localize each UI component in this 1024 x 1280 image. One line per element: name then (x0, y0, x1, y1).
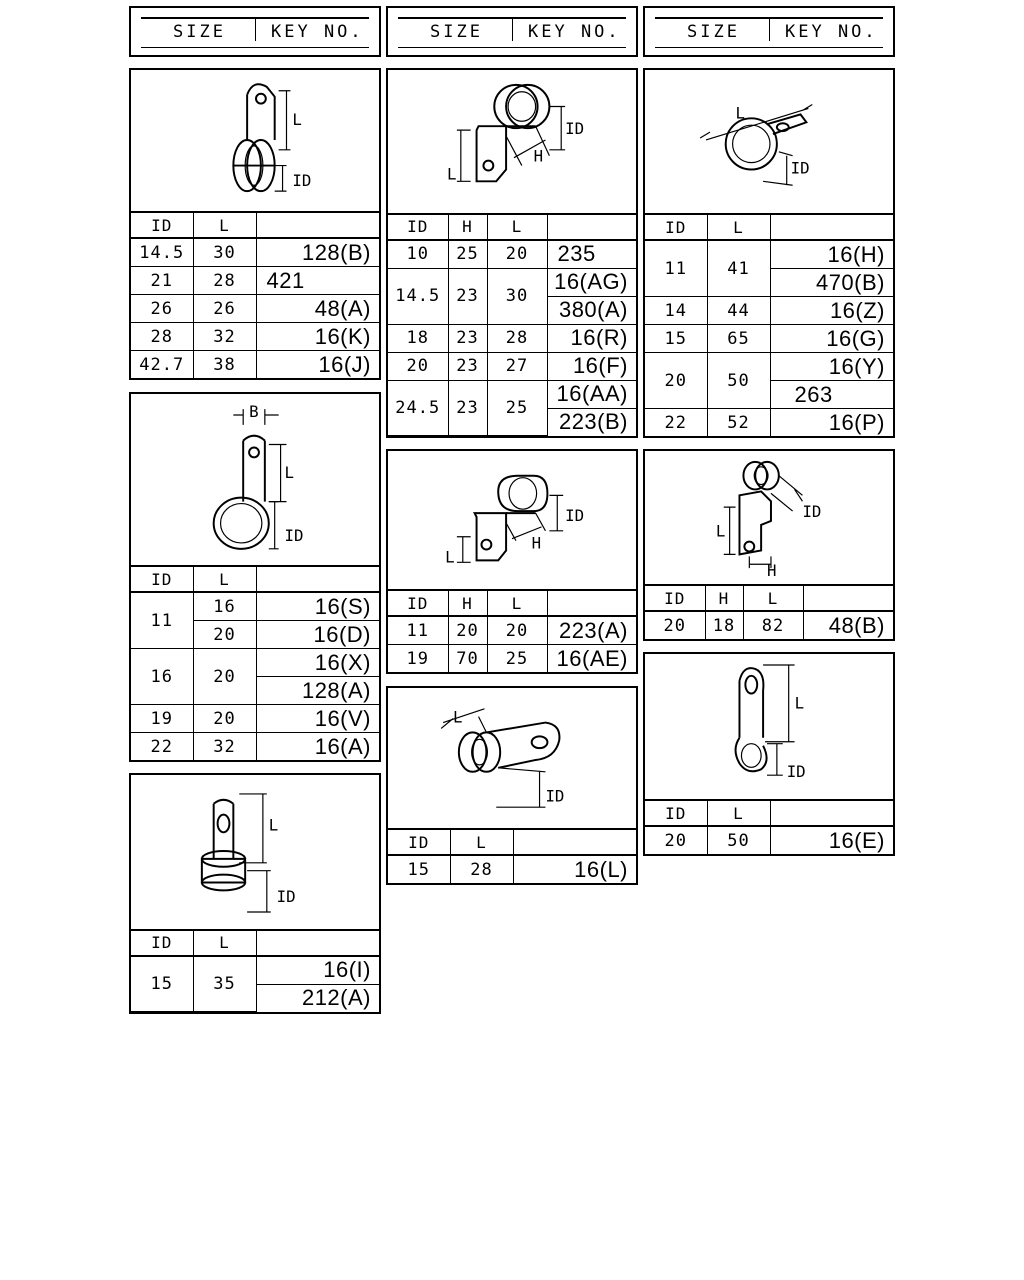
clamp-size-table: ID L 15 35 16(I) 212(A) (131, 929, 379, 1013)
key-number: 16(V) (256, 705, 379, 733)
clamp-panel-p2 (129, 392, 381, 762)
key-number: 421 (256, 267, 379, 295)
key-number: 128(B) (256, 238, 379, 267)
clamp-panel-p3 (129, 773, 381, 1014)
clamp-size-table (131, 211, 379, 378)
table-row: 15 65 16(G) (645, 325, 893, 353)
key-no-header: KEY NO. (528, 22, 621, 42)
dim-id-label: ID (786, 762, 806, 782)
header-box-col2 (386, 6, 638, 57)
key-number: 235 (547, 240, 636, 269)
key-number: 16(A) (256, 733, 379, 761)
key-number: 16(P) (770, 409, 893, 437)
clamp-panel-p5 (386, 449, 638, 674)
dim-l-label: L (715, 521, 726, 541)
key-number: 212(A) (256, 984, 379, 1012)
clamp-size-table: ID H L 11 20 20 223(A) 19 70 25 16(AE) (388, 589, 636, 672)
dim-id-label: ID (284, 525, 304, 545)
size-header: SIZE (430, 22, 483, 42)
key-column-header (256, 212, 379, 238)
size-header: SIZE (173, 22, 226, 42)
key-number: 16(AA) (547, 380, 636, 408)
dim-h-label: H (533, 146, 544, 166)
key-number: 223(B) (547, 408, 636, 436)
dim-id-label: ID (276, 887, 296, 907)
key-number: 16(AG) (547, 268, 636, 296)
l-column-header: L (193, 212, 256, 238)
key-number: 16(S) (256, 592, 379, 621)
table-row: 15 35 16(I) (131, 956, 379, 985)
clamp-figure (131, 70, 379, 207)
clamp-size-table: ID L 11 41 16(H) 470(B) 14 44 16(Z) 15 65 16(G) 20 50 16(Y) 263 22 52 16(P) (645, 213, 893, 436)
key-number: 16(Y) (770, 353, 893, 381)
dim-id-label: ID (802, 501, 822, 521)
clamp-figure (388, 451, 636, 588)
header-separator (512, 19, 513, 41)
clamp-size-table: ID H L 20 18 82 48(B) (645, 584, 893, 639)
clamp-figure (645, 654, 893, 797)
table-row: 11 16 16(S) (131, 592, 379, 621)
clamp-figure (131, 775, 379, 927)
key-number: 263 (770, 381, 893, 409)
dim-l-label: L (284, 462, 295, 482)
dim-l-label: L (445, 547, 455, 567)
size-header: SIZE (687, 22, 740, 42)
key-number: 16(D) (256, 621, 379, 649)
table-row: 11 20 20 223(A) (388, 616, 636, 645)
header-separator (255, 19, 256, 41)
table-row: 16 20 16(X) (131, 649, 379, 677)
header-box-col1 (129, 6, 381, 57)
clamp-panel-p4 (386, 68, 638, 438)
key-number: 128(A) (256, 677, 379, 705)
clamp-figure (645, 70, 893, 207)
key-number: 223(A) (547, 616, 636, 645)
key-no-header: KEY NO. (785, 22, 878, 42)
dim-l-label: L (794, 693, 805, 713)
key-number: 16(K) (256, 323, 379, 351)
dim-h-label: H (531, 533, 542, 553)
table-row: 14 44 16(Z) (645, 297, 893, 325)
dim-id-label: ID (292, 171, 312, 191)
key-number: 16(AE) (547, 645, 636, 673)
clamp-size-table: ID H L 10 25 20 235 14.5 23 30 16(AG) 380(A) 18 23 28 16(R) 20 23 27 16(F) 24.5 23 25 16(AA) 223(B) (388, 213, 636, 437)
table-row: 14.5 23 30 16(AG) (388, 268, 636, 296)
clamp-figure (388, 70, 636, 207)
table-row: 42.7 38 16(J) (131, 351, 379, 379)
table-row: 22 52 16(P) (645, 409, 893, 437)
id-column-header: ID (131, 212, 193, 238)
table-row: 20 16(D) (131, 621, 379, 649)
header-separator (769, 19, 770, 41)
key-number: 48(B) (803, 611, 893, 639)
table-row: 19 20 16(V) (131, 705, 379, 733)
table-row: 20 50 16(Y) (645, 353, 893, 381)
clamp-panel-p7 (643, 68, 895, 438)
dim-h-label: H (767, 561, 777, 581)
clamp-panel-p6 (386, 686, 638, 885)
table-row: 26 26 48(A) (131, 295, 379, 323)
key-number: 16(I) (256, 956, 379, 985)
clamp-size-table: ID L 15 28 16(L) (388, 828, 636, 883)
key-number: 16(E) (770, 826, 893, 854)
key-number: 16(G) (770, 325, 893, 353)
dim-id-label: ID (790, 158, 810, 178)
table-row: 15 28 16(L) (388, 855, 636, 883)
table-row: 21 28 421 (131, 267, 379, 295)
table-row: 20 23 27 16(F) (388, 352, 636, 380)
dim-l-label: L (447, 164, 457, 184)
dim-id-label: ID (565, 119, 585, 139)
table-row: 22 32 16(A) (131, 733, 379, 761)
key-number: 470(B) (770, 269, 893, 297)
dim-l-label: L (735, 103, 746, 123)
key-number: 380(A) (547, 296, 636, 324)
dim-l-label: L (452, 707, 463, 727)
table-row: 20 50 16(E) (645, 826, 893, 854)
header-box-col3 (643, 6, 895, 57)
table-row: 11 41 16(H) (645, 240, 893, 269)
table-row: 28 32 16(K) (131, 323, 379, 351)
table-row: 19 70 25 16(AE) (388, 645, 636, 673)
table-row: 14.5 30 128(B) (131, 238, 379, 267)
clamp-panel-p8 (643, 449, 895, 641)
clamp-size-table: ID L 20 50 16(E) (645, 799, 893, 854)
dim-b-label: B (249, 401, 259, 421)
dim-id-label: ID (545, 786, 565, 806)
table-row: 10 25 20 235 (388, 240, 636, 269)
clamp-panel-p9 (643, 652, 895, 856)
clamp-figure (131, 394, 379, 560)
key-number: 16(J) (256, 351, 379, 379)
clamp-size-table: ID L 11 16 16(S) 20 16(D) 16 20 16(X) 128(A) 19 20 16(V) 22 32 16(A) (131, 565, 379, 760)
dim-l-label: L (292, 110, 302, 130)
table-row: 20 18 82 48(B) (645, 611, 893, 639)
dim-l-label: L (268, 815, 279, 835)
clamp-figure (645, 451, 893, 582)
key-no-header: KEY NO. (271, 22, 364, 42)
clamp-panel-p1 (129, 68, 381, 380)
table-row: 24.5 23 25 16(AA) (388, 380, 636, 408)
key-number: 16(F) (547, 352, 636, 380)
key-number: 16(R) (547, 324, 636, 352)
table-row: 18 23 28 16(R) (388, 324, 636, 352)
key-number: 16(L) (513, 855, 636, 883)
dim-id-label: ID (565, 505, 585, 525)
key-number: 16(H) (770, 240, 893, 269)
clamp-figure (388, 688, 636, 828)
key-number: 48(A) (256, 295, 379, 323)
key-number: 16(X) (256, 649, 379, 677)
key-number: 16(Z) (770, 297, 893, 325)
